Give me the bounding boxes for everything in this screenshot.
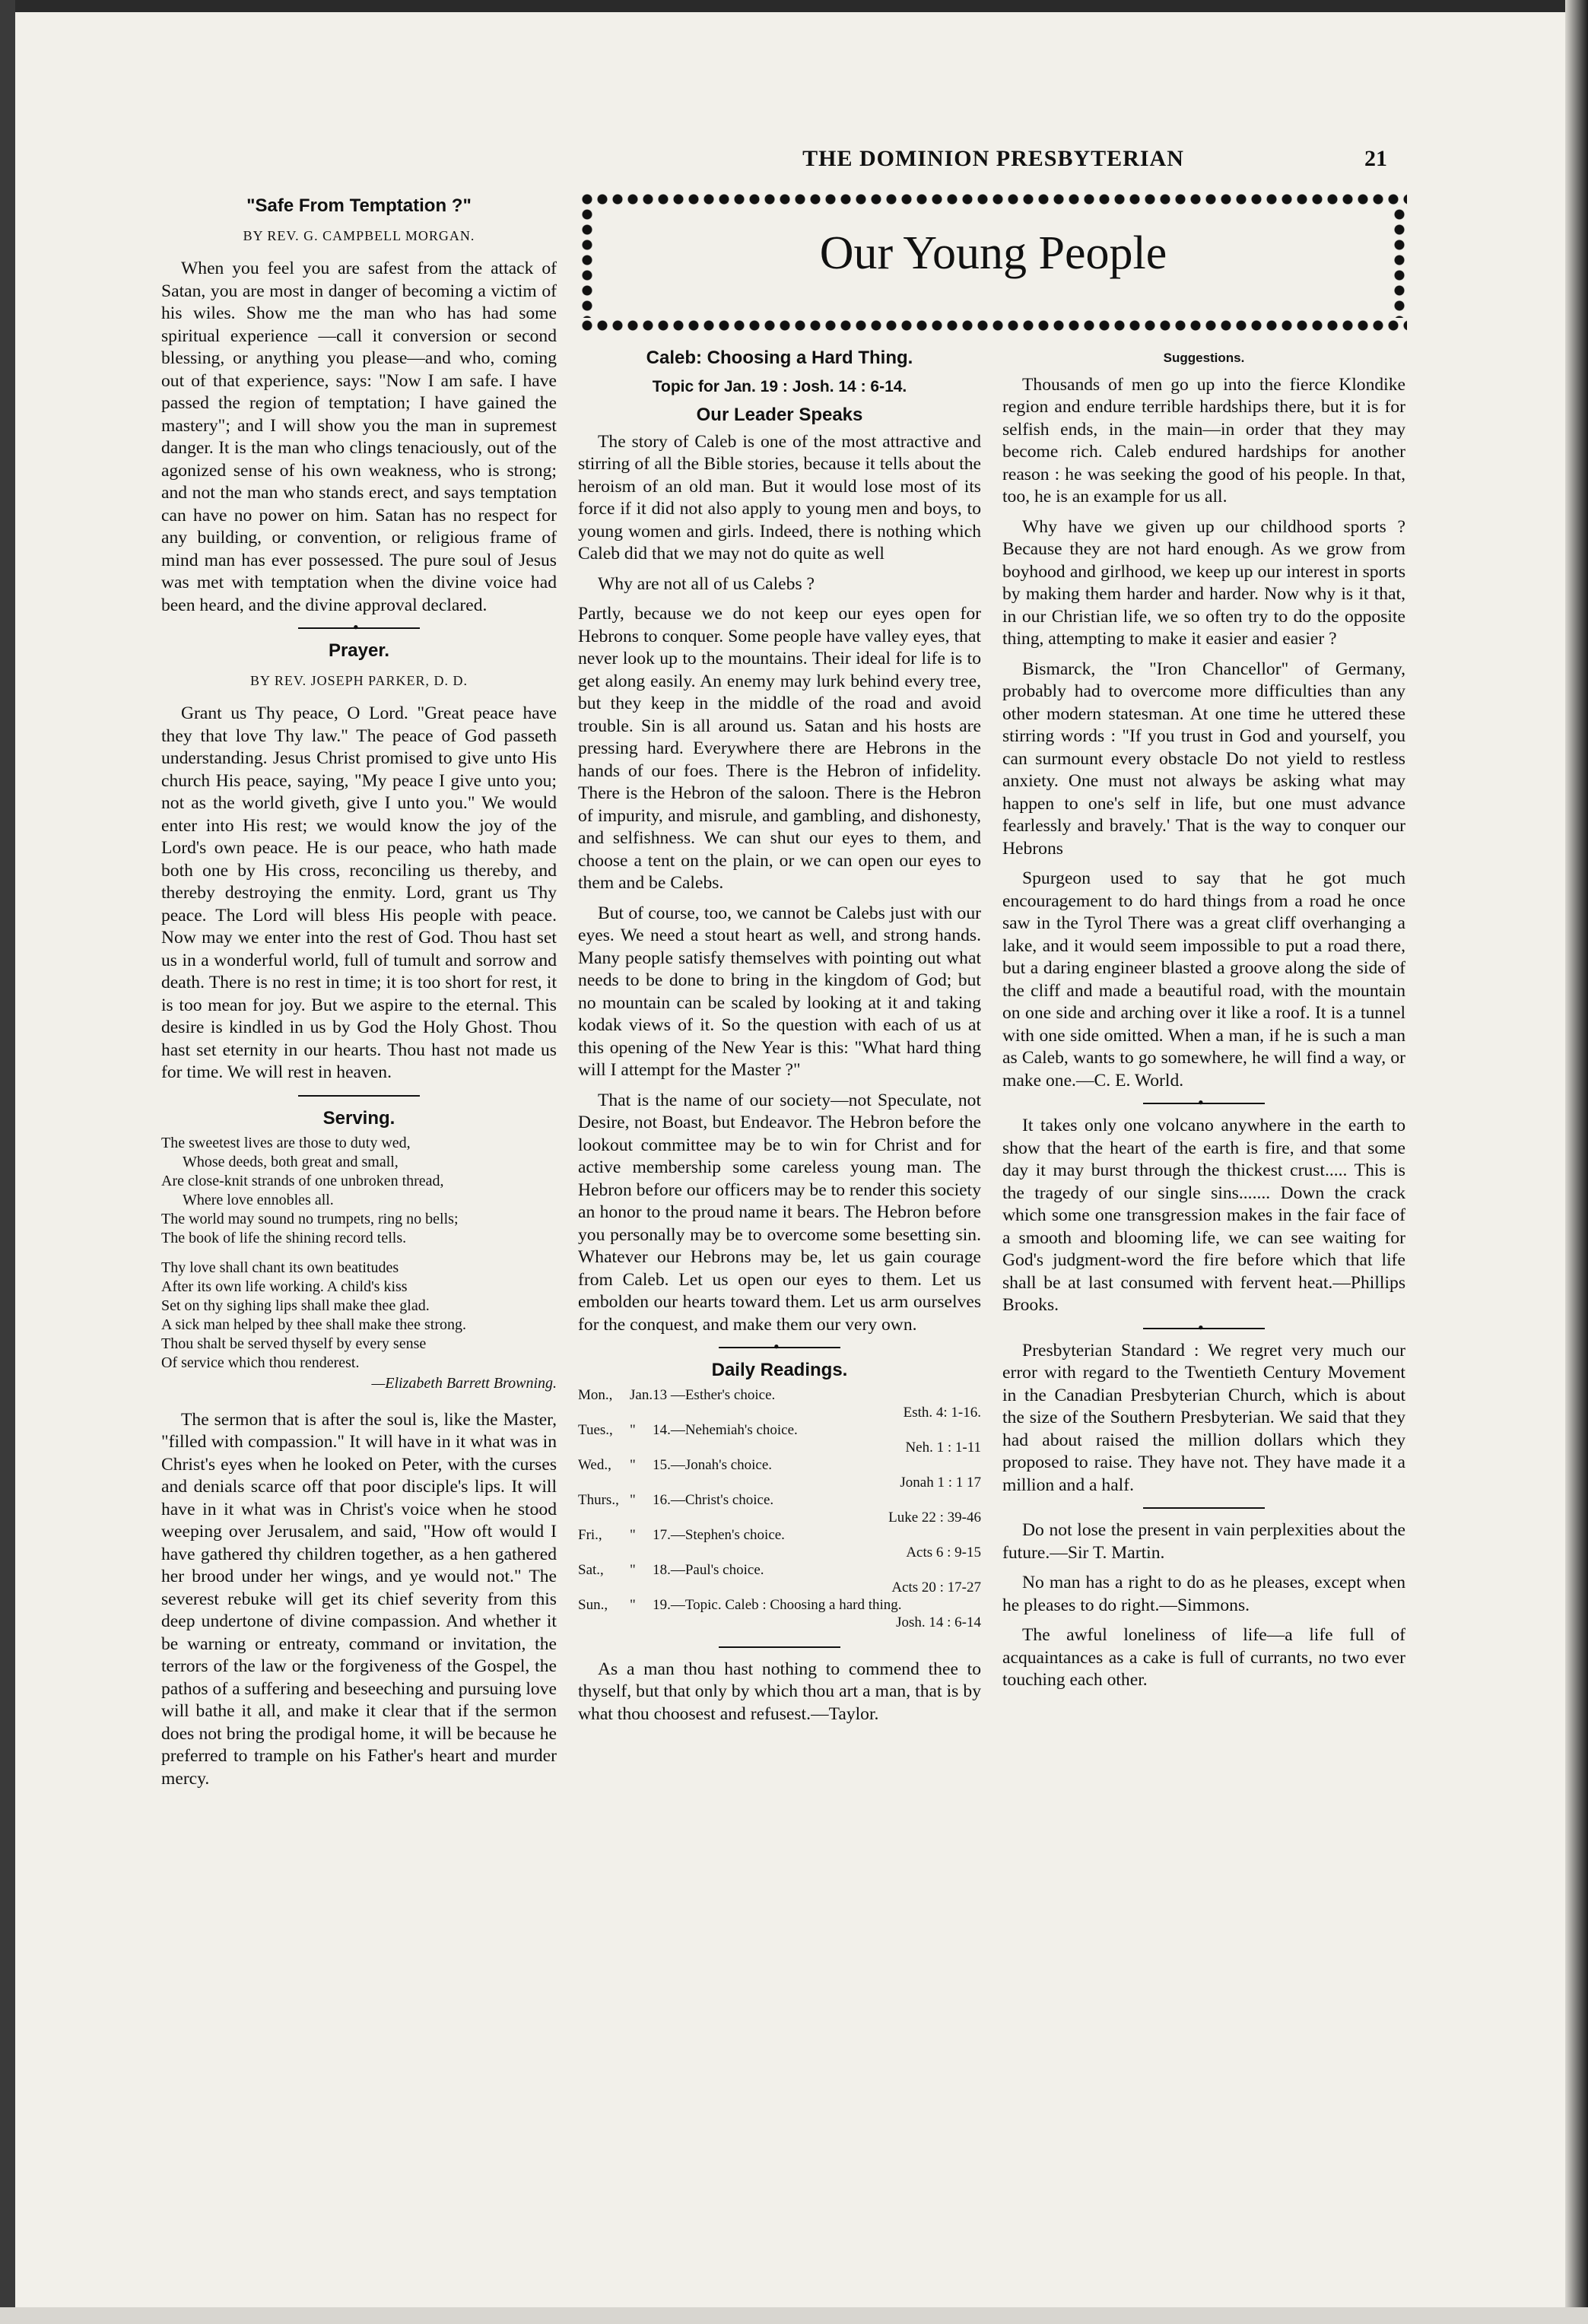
reading-ref-row: [578, 1544, 981, 1561]
reading-text: 19.—Topic. Caleb : Choosing a hard thing.: [653, 1596, 902, 1613]
section-divider: [298, 1095, 420, 1097]
reading-text: 16.—Christ's choice.: [653, 1491, 774, 1508]
banner-border-top: [580, 192, 1407, 207]
reading-day: Sun.,: [578, 1596, 608, 1613]
reading-row: [578, 1456, 981, 1474]
reading-month-mark: ": [630, 1596, 636, 1613]
section-divider: [298, 627, 420, 629]
column-left: [161, 189, 557, 1798]
poem-line: Whose deeds, both great and small,: [183, 1154, 399, 1170]
poem-serving: [161, 1134, 557, 1373]
article-body-prayer: Grant us Thy peace, O Lord. "Great peace have they that love Thy law." The peace of God passeth understanding. Jesus Christ promised to give unto His church His peace, saying, "My peace I give unto you; not as the world giveth, give I unto you." We would enter into His rest; we would know the joy of the Lord's own peace. He is our peace, who hath made both one by His cross, reconciling us thereby, and thereby destroying the enmity. Lord, grant us Thy peace. The Lord will bless His people with peace. Now may we enter into the rest of God. Thou hast set us in a wonderful world, full of tumult and sorrow and death. There is no rest in time; it is too short for rest, it is too mean for joy. But we aspire to the eternal. This desire is kindled in us by God the Holy Ghost. Thou hast set eternity in our hearts. Thou hast not made us for time. We will rest in heaven.: [161, 703, 557, 1082]
poem-line: Are close-knit strands of one unbroken thread,: [161, 1173, 444, 1189]
reading-ref-row: [578, 1474, 981, 1491]
reading-month-mark: ": [630, 1421, 636, 1438]
reading-text: 13 —Esther's choice.: [653, 1386, 776, 1403]
reading-row: [578, 1596, 981, 1614]
column-middle: [578, 341, 981, 1733]
page-number: 21: [1364, 146, 1387, 171]
byline-morgan: BY REV. G. CAMPBELL MORGAN.: [243, 227, 475, 243]
suggestions-title: Suggestions.: [1163, 351, 1245, 365]
reading-month-mark: ": [630, 1456, 636, 1473]
poem-line: Thy love shall chant its own beatitudes: [161, 1259, 399, 1276]
byline-parker: BY REV. JOSEPH PARKER, D. D.: [250, 672, 468, 688]
poem-line: The sweetest lives are those to duty wed,: [161, 1135, 411, 1151]
reading-ref-row: [578, 1579, 981, 1596]
section-banner: [580, 192, 1407, 333]
section-divider: [719, 1347, 840, 1348]
paragraph: But of course, too, we cannot be Calebs just with our eyes. We need a stout heart as well, and strong hands. Many people satisfy themselves with pointing out what needs to be done to bring in the kingdom of God; but no mountain can be scaled by looking at it and taking kodak views of it. So the question with each of us at this opening of the New Year is this: "What hard thing will I attempt for the Master ?": [578, 903, 981, 1080]
paragraph: That is the name of our society—not Speculate, not Desire, not Boast, but Endeavor. The Hebron before the lookout committee may be to win for Christ and for active membership some careless young man. The Hebron before our officers may be to render this society an honor to the proud name it bears. The Hebron before you personally may be to overcome some besetting sin. Whatever our Hebrons may be, let us gain courage from Caleb. Let us open our eyes to them. Let us embolden our hearts toward them. Let us arm ourselves for the conquest, and make them our very own.: [578, 1090, 981, 1335]
reading-reference: Josh. 14 : 6-14: [896, 1614, 981, 1630]
reading-row: [578, 1386, 981, 1404]
reading-month-mark: Jan.: [630, 1386, 653, 1403]
banner-title: Our Young People: [819, 227, 1167, 279]
reading-day: Tues.,: [578, 1421, 613, 1438]
poem-line: Of service which thou renderest.: [161, 1354, 360, 1371]
reading-month-mark: ": [630, 1561, 636, 1578]
section-divider: [1143, 1507, 1265, 1509]
paragraph: Bismarck, the "Iron Chancellor" of Germany, probably had to overcome more difficulties than any other modern statesman. At one time he uttered these stirring words : "If you trust in God and yourself, you can surmount every obstacle Do not yield to restless anxiety. One must not always be asking what may happen to one's self in life, but one must advance fearlessly and bravely.' That is the way to conquer our Hebrons: [1002, 659, 1405, 859]
poem-line: A sick man helped by thee shall make thee strong.: [161, 1316, 467, 1333]
paragraph: Spurgeon used to say that he got much encouragement to do hard things from a road he once saw in the Tyrol There was a great cliff overhanging a lake, and it would seem impossible to put a road there, but a daring engineer blasted a groove along the side of the cliff and made a beautiful road, with the mountain on one side and arching over it like a roof. It is a tunnel with one side omitted. When a man, if he is such a man as Caleb, wants to go somewhere, he will find a way, or make one.—C. E. World.: [1002, 868, 1405, 1091]
reading-text: 18.—Paul's choice.: [653, 1561, 764, 1578]
scan-edge-right: [1565, 0, 1588, 2324]
reading-text: 15.—Jonah's choice.: [653, 1456, 773, 1473]
reading-reference: Acts 20 : 17-27: [891, 1579, 981, 1595]
reading-row: [578, 1561, 981, 1579]
reading-ref-row: [578, 1404, 981, 1421]
daily-readings-table: [578, 1386, 981, 1631]
banner-border-bottom: [580, 318, 1407, 333]
paragraph: Partly, because we do not keep our eyes open for Hebrons to conquer. Some people have valley eyes, that never look up to the mountains. Their ideal for life is to get along easily. An enemy may lurk behind every tree, but they keep in the middle of the road and avoid trouble. Sin is all around us. Satan and his hosts are pressing hard. Everywhere there are Hebrons in the hands of our foes. There is the Hebron of infidelity. There is the Hebron of the saloon. There is the Hebron of impurity, and misrule, and gambling, and dishonesty, and selfishness. We can shut our eyes to them, and choose a tent on the plain, or we can open our eyes to them and be Calebs.: [578, 604, 981, 893]
reading-day: Sat.,: [578, 1561, 604, 1578]
reading-row: [578, 1421, 981, 1439]
article-title-safe: "Safe From Temptation ?": [246, 195, 472, 216]
paragraph: Why are not all of us Calebs ?: [598, 573, 815, 594]
article-title-caleb: Caleb: Choosing a Hard Thing.: [646, 348, 913, 368]
poem-line: The book of life the shining record tells.: [161, 1230, 407, 1246]
reading-row: [578, 1491, 981, 1509]
poem-attribution: —Elizabeth Barrett Browning.: [371, 1375, 557, 1392]
article-body-safe: When you feel you are safest from the attack of Satan, you are most in danger of becoming a victim of his wiles. Show me the man who has had some spiritual experience —call it conversion or second blessing, or anything you please—and who, coming out of that experience, says: "Now I am safe. I have passed the region of temptation; I have gained the mastery"; and I will show you the man in supremest danger. It is the man who clings tenaciously, out of the agonized sense of his own weakness, who is strong; and not the man who stands erect, and says temptation can have no power on him. Satan has no respect for any building, or convention, or religious frame of mind man has ever possessed. The pure soul of Jesus was met with temptation when the divine voice had been heard, and the divine approval declared.: [161, 259, 557, 615]
section-divider: [719, 1646, 840, 1648]
quote-taylor: As a man thou hast nothing to commend thee to thyself, but that only by which thou art a man, that is by what thou choosest and refusest.—Taylor.: [578, 1659, 981, 1724]
quote-simmons: No man has a right to do as he pleases, except when he pleases to do right.—Simmons.: [1002, 1573, 1405, 1615]
reading-ref-row: [578, 1614, 981, 1631]
article-body-sermon: The sermon that is after the soul is, like the Master, "filled with compassion." It will have in it what was in Christ's eyes when he looked on Peter, with the curses and denials scarce off that poor disciple's lips. It will have in it what was in Christ's voice when he stood weeping over Jerusalem, and said, "How oft would I have gathered thy children together, as a hen gathered her brood under her wings, and ye would not." The severest rebuke will get its chief severity from this deep undertone of divine compassion. And whether it be warning or entreaty, command or invitation, the terrors of the law or the forgiveness of the Gospel, the pathos of a suffering and beseeching and pursuing love will bathe it all, and make it clear that if the sermon does not bring the prodigal home, it will be because he preferred to trample on his Father's heart and murder mercy.: [161, 1409, 557, 1789]
reading-day: Fri.,: [578, 1526, 602, 1543]
poem-line: After its own life working. A child's kiss: [161, 1278, 408, 1295]
reading-day: Mon.,: [578, 1386, 613, 1403]
reading-text: 17.—Stephen's choice.: [653, 1526, 785, 1543]
article-title-prayer: Prayer.: [328, 640, 390, 661]
reading-day: Thurs.,: [578, 1491, 619, 1508]
poem-line: Where love ennobles all.: [183, 1192, 334, 1208]
readings-title: Daily Readings.: [711, 1360, 848, 1380]
reading-row: [578, 1526, 981, 1544]
running-head: THE DOMINION PRESBYTERIAN: [802, 146, 1184, 171]
reading-day: Wed.,: [578, 1456, 611, 1473]
reading-month-mark: ": [630, 1491, 636, 1508]
poem-line: Set on thy sighing lips shall make thee glad.: [161, 1297, 430, 1314]
reading-reference: Neh. 1 : 1-11: [905, 1439, 981, 1456]
reading-reference: Esth. 4: 1-16.: [903, 1404, 981, 1421]
column-right: [1002, 341, 1405, 1700]
scan-edge-top: [0, 0, 1588, 12]
section-divider: [1143, 1103, 1265, 1104]
scan-edge-left: [0, 0, 15, 2324]
scan-edge-bottom: [0, 2307, 1588, 2324]
reading-reference: Acts 6 : 9-15: [906, 1544, 981, 1560]
section-divider: [1143, 1328, 1265, 1329]
paragraph: The story of Caleb is one of the most attractive and stirring of all the Bible stories, because it tells about the heroism of an old man. But it would lose most of its force if it did not also apply to young men and boys, to young women and girls. Indeed, there is nothing which Caleb did that we may not do quite as well: [578, 431, 981, 564]
poem-title-serving: Serving.: [322, 1107, 395, 1129]
reading-ref-row: [578, 1509, 981, 1526]
quote-martin: Do not lose the present in vain perplexities about the future.—Sir T. Martin.: [1002, 1520, 1405, 1563]
reading-month-mark: ": [630, 1526, 636, 1543]
reading-ref-row: [578, 1439, 981, 1456]
poem-line: Thou shalt be served thyself by every sense: [161, 1335, 427, 1352]
subhead-leader: Our Leader Speaks: [696, 405, 863, 425]
topic-line: Topic for Jan. 19 : Josh. 14 : 6-14.: [652, 377, 907, 395]
poem-line: The world may sound no trumpets, ring no bells;: [161, 1211, 459, 1227]
paragraph: Thousands of men go up into the fierce Klondike region and endure terrible hardships there, but it is for selfish ends, in the main—in order that they may become rich. Caleb endured hardships for another reason : he was seeking the good of his people. In that, too, he is an example for us all.: [1002, 374, 1405, 506]
note-standard: Presbyterian Standard : We regret very much our error with regard to the Twentieth Century Movement in the Canadian Presbyterian Church, which is about the size of the Southern Presbyterian. We said that they had about raised the million dollars which they proposed to raise. They have not. They have made it a million and a half.: [1002, 1340, 1405, 1495]
reading-reference: Jonah 1 : 1 17: [900, 1474, 981, 1491]
reading-reference: Luke 22 : 39-46: [888, 1509, 981, 1526]
paragraph: Why have we given up our childhood sports ? Because they are not hard enough. As we grow from boyhood and girlhood, we keep up our interest in sports by making them harder and harder. Now why is it that, in our Christian life, we so often try to do the opposite thing, attempting to make it easier and easier ?: [1002, 516, 1405, 649]
reading-text: 14.—Nehemiah's choice.: [653, 1421, 798, 1438]
quote-loneliness: The awful loneliness of life—a life full of acquaintances as a cake is full of currants, no two ever touching each other.: [1002, 1625, 1405, 1690]
quote-volcano: It takes only one volcano anywhere in the earth to show that the heart of the earth is fire, and that some day it may burst through the thickest crust..... This is the tragedy of our single sins....... Down the crack which some one transgression makes in the fair face of a smooth and blooming life, we can see waiting for God's judgment-word the fire before which that life shall be at last consumed with fervent heat.—Phillips Brooks.: [1002, 1116, 1405, 1315]
